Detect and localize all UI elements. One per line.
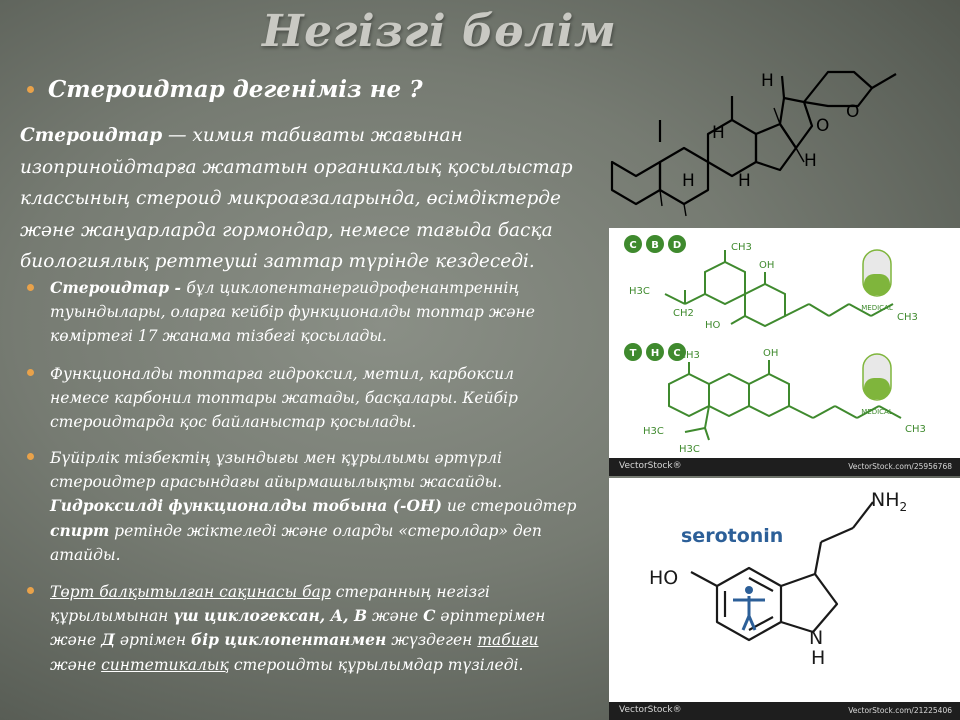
bullet-line: Бүйірлік тізбектің ұзындығы мен құрылымы әртүрлі [50,449,502,467]
thc-letter: C [673,348,681,359]
vectorstock-logo: VectorStock® [619,461,682,471]
thc-ch3-tail-label: CH3 [905,424,926,435]
bullet-line: стероидтер арасындағы айырмашылықты жасайды. [50,473,503,492]
bullet-line: немесе карбонил топтары жатады, басқалары. Кейбір [50,389,518,408]
slide-title: Негізгі бөлім [262,6,617,57]
bullet-2-marker [27,369,34,376]
bullet-text: әрпімен [114,631,192,650]
bullet-text: стеранның негізгі [330,583,490,601]
bold-phrase: Гидроксилді функционалды тобына (-ОН) [50,496,442,516]
bullet-3-marker [27,453,34,460]
intro-line: — химия табиғаты жағынан [162,125,463,146]
underlined-phrase: Төрт балқытылған сақинасы бар [50,583,331,601]
slide-subtitle: Стероидтар дегеніміз не ? [48,76,423,103]
cannabinoid-diagram [609,228,960,458]
cbd-ch3-tail-label: CH3 [897,312,918,323]
steroid-o-label: O [816,116,830,136]
bullet-text: және [50,631,102,650]
thc-oh-label: OH [763,348,779,359]
thc-h3c-label: H3C [679,444,700,455]
bullet-2 [50,362,595,435]
watermark-bar [609,702,960,720]
bullet-1-marker [27,284,34,291]
cbd-oh-label: OH [759,260,775,271]
bullet-text: ие стероидтер [441,497,577,516]
thc-h3c-label: H3C [643,426,664,437]
intro-line: классының стероид микроағзаларында, өсімдіктерде [20,188,561,209]
cannabinoid-image [609,228,960,476]
ho-label: HO [649,567,679,589]
n-label: N [809,627,824,649]
intro-line: биологиялық реттеуші заттар түрінде кездеседі. [20,251,535,272]
cbd-letter: C [629,240,637,251]
bullet-line: туындылары, оларға кейбір функционалды топтар және [50,303,535,322]
steroid-h-label: H [738,171,751,191]
bold-phrase: С [423,606,436,626]
intro-line: изопринойдтарға жататын органикалық қосылыстар [20,156,573,178]
watermark-url: VectorStock.com/21225406 [848,706,952,715]
intro-paragraph [20,120,610,278]
thc-letter: H [650,348,660,359]
bullet-text: және [50,655,102,674]
cbd-letter: B [651,240,659,251]
bullet-1-term: Стероидтар - [50,278,187,297]
steroid-h-label: H [712,123,725,143]
bullet-text: құрылымынан [50,607,174,626]
cbd-ch2-label: CH2 [673,308,694,319]
bullet-text: және [367,607,424,626]
underlined-phrase: табиғи [477,631,539,650]
bullet-text: ретінде жіктеледі және оларды «стеролдар» деп [109,521,542,540]
bullet-line: бұл циклопентанергидрофенантреннің [186,279,520,297]
bullet-line: атайды. [50,545,121,564]
subtitle-bullet [27,86,34,93]
capsule-label: MEDICAL [861,304,893,312]
bullet-line: Функционалды топтарға гидроксил, метил, карбоксил [50,365,514,383]
vectorstock-logo: VectorStock® [619,705,682,715]
steroid-structure-diagram [606,44,946,224]
steroid-h-label: H [761,71,774,91]
watermark-url: VectorStock.com/25956768 [848,462,952,471]
cbd-ch3-label: CH3 [731,242,752,253]
bullet-line: көміртегі 17 жанама тізбегі қосылады. [50,327,387,346]
bullet-3 [50,446,595,567]
cbd-ho-label: HO [705,320,721,331]
bold-phrase: Д [101,630,115,650]
bullet-4 [50,580,595,677]
h-label: H [811,647,826,669]
serotonin-diagram [609,478,960,700]
underlined-phrase: синтетикалық [101,655,229,674]
watermark-bar [609,458,960,476]
bold-phrase: бір циклопентанмен [191,630,387,650]
serotonin-title: serotonin [681,525,784,547]
steroid-h-label: H [682,171,695,191]
bullet-line: стероидтарда қос байланыстар қосылады. [50,413,417,432]
bold-phrase: спирт [50,520,110,540]
bullet-text: әріптерімен [435,607,546,626]
bullet-text: стероидты құрылымдар түзіледі. [228,655,524,674]
capsule-label: MEDICAL [861,408,893,416]
bullet-1 [50,276,595,349]
capsule-icon [861,250,893,312]
serotonin-image [609,478,960,720]
bold-phrase: үш циклогексан, А, В [173,606,368,626]
cbd-letter: D [672,240,682,251]
intro-term: Стероидтар [20,125,163,146]
bullet-text: жүздеген [386,631,478,650]
cbd-h3c-label: H3C [629,286,650,297]
steroid-o-label: O [846,102,860,122]
nh2-label: $NH_2$ [871,489,908,514]
thc-ch3-label: CH3 [679,350,700,361]
thc-letter: T [629,348,637,359]
steroid-h-label: H [804,151,817,171]
intro-line: және жануарларда гормондар, немесе тағыда басқа [20,219,553,241]
bullet-4-marker [27,587,34,594]
cbd-molecule [665,250,893,326]
